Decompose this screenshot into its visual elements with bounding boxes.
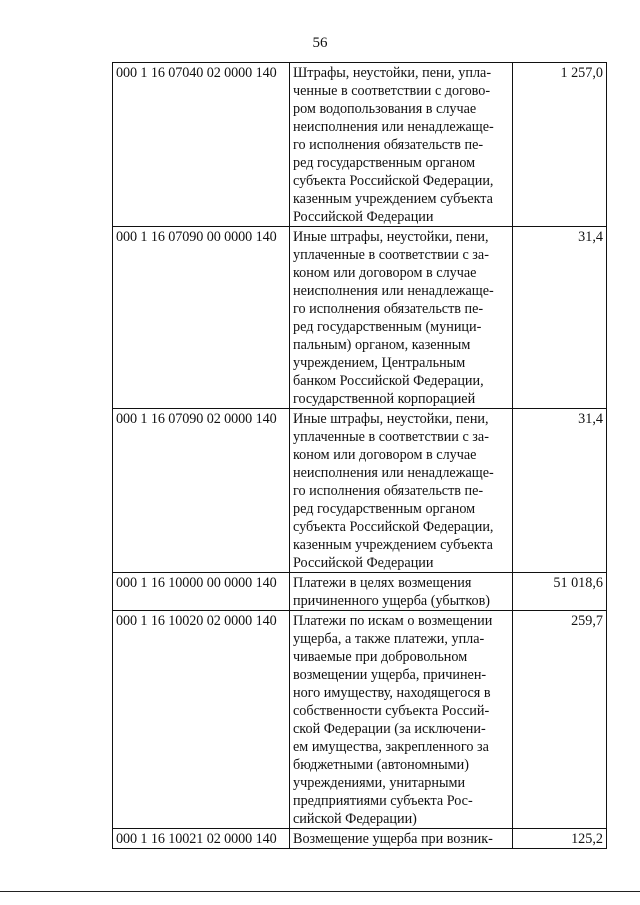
table-row <box>113 63 607 227</box>
description-cell <box>290 829 513 849</box>
amount-cell: 259,7 <box>513 611 607 829</box>
description-line: го исполнения обязательств пе- <box>293 483 484 499</box>
description-line: коном или договором в случае <box>293 265 477 281</box>
table-row <box>113 573 607 611</box>
description-line: ред государственным (муници- <box>293 319 482 335</box>
description-line: Штрафы, неустойки, пени, упла- <box>293 65 492 81</box>
description-cell <box>290 227 513 409</box>
page-bottom-rule <box>0 891 640 892</box>
description-cell <box>290 409 513 573</box>
table-row <box>113 227 607 409</box>
description-cell <box>290 573 513 611</box>
amount-cell: 51 018,6 <box>513 573 607 611</box>
description-line: ской Федерации (за исключени- <box>293 721 486 737</box>
description-line: сийской Федерации) <box>293 811 417 827</box>
description-line: ром водопользования в случае <box>293 101 477 117</box>
description-line: Иные штрафы, неустойки, пени, <box>293 411 489 427</box>
revenue-table-body <box>113 63 607 849</box>
description-line: субъекта Российской Федерации, <box>293 173 494 189</box>
description-line: пальным) органом, казенным <box>293 337 471 353</box>
description-line: бюджетными (автономными) <box>293 757 469 773</box>
description-line: банком Российской Федерации, <box>293 373 484 389</box>
description-line: казенным учреждением субъекта <box>293 537 493 553</box>
amount-cell: 125,2 <box>513 829 607 849</box>
table-row <box>113 611 607 829</box>
budget-code-cell: 000 1 16 10020 02 0000 140 <box>113 611 290 829</box>
description-line: причиненного ущерба (убытков) <box>293 593 491 609</box>
revenue-table <box>112 62 607 849</box>
amount-cell: 1 257,0 <box>513 63 607 227</box>
description-line: ченные в соответствии с догово- <box>293 83 491 99</box>
table-row <box>113 409 607 573</box>
description-line: учреждением, Центральным <box>293 355 466 371</box>
description-line: субъекта Российской Федерации, <box>293 519 494 535</box>
description-line: возмещении ущерба, причинен- <box>293 667 487 683</box>
description-line: ем имущества, закрепленного за <box>293 739 489 755</box>
description-line: го исполнения обязательств пе- <box>293 137 484 153</box>
description-line: ущерба, а также платежи, упла- <box>293 631 485 647</box>
amount-cell: 31,4 <box>513 409 607 573</box>
description-line: коном или договором в случае <box>293 447 477 463</box>
description-line: ред государственным органом <box>293 501 476 517</box>
budget-code-cell: 000 1 16 10000 00 0000 140 <box>113 573 290 611</box>
description-line: учреждениями, унитарными <box>293 775 466 791</box>
description-line: чиваемые при добровольном <box>293 649 468 665</box>
amount-cell: 31,4 <box>513 227 607 409</box>
description-line: собственности субъекта Россий- <box>293 703 490 719</box>
description-cell <box>290 63 513 227</box>
description-line: го исполнения обязательств пе- <box>293 301 484 317</box>
budget-code-cell: 000 1 16 07090 00 0000 140 <box>113 227 290 409</box>
description-line: предприятиями субъекта Рос- <box>293 793 473 809</box>
description-line: государственной корпорацией <box>293 391 476 407</box>
description-line: ного имуществу, находящегося в <box>293 685 491 701</box>
budget-code-cell: 000 1 16 07090 02 0000 140 <box>113 409 290 573</box>
budget-code-cell: 000 1 16 10021 02 0000 140 <box>113 829 290 849</box>
table-row <box>113 829 607 849</box>
description-line: Платежи в целях возмещения <box>293 575 472 591</box>
description-line: неисполнения или ненадлежаще- <box>293 283 494 299</box>
description-line: Российской Федерации <box>293 209 434 225</box>
description-line: ред государственным органом <box>293 155 476 171</box>
description-line: казенным учреждением субъекта <box>293 191 493 207</box>
description-line: уплаченные в соответствии с за- <box>293 429 489 445</box>
description-line: Платежи по искам о возмещении <box>293 613 493 629</box>
description-line: Российской Федерации <box>293 555 434 571</box>
description-line: уплаченные в соответствии с за- <box>293 247 489 263</box>
description-line: Иные штрафы, неустойки, пени, <box>293 229 489 245</box>
description-line: Возмещение ущерба при возник- <box>293 831 493 847</box>
page-number: 56 <box>312 35 328 51</box>
description-line: неисполнения или ненадлежаще- <box>293 119 494 135</box>
budget-code-cell: 000 1 16 07040 02 0000 140 <box>113 63 290 227</box>
description-line: неисполнения или ненадлежаще- <box>293 465 494 481</box>
description-cell <box>290 611 513 829</box>
